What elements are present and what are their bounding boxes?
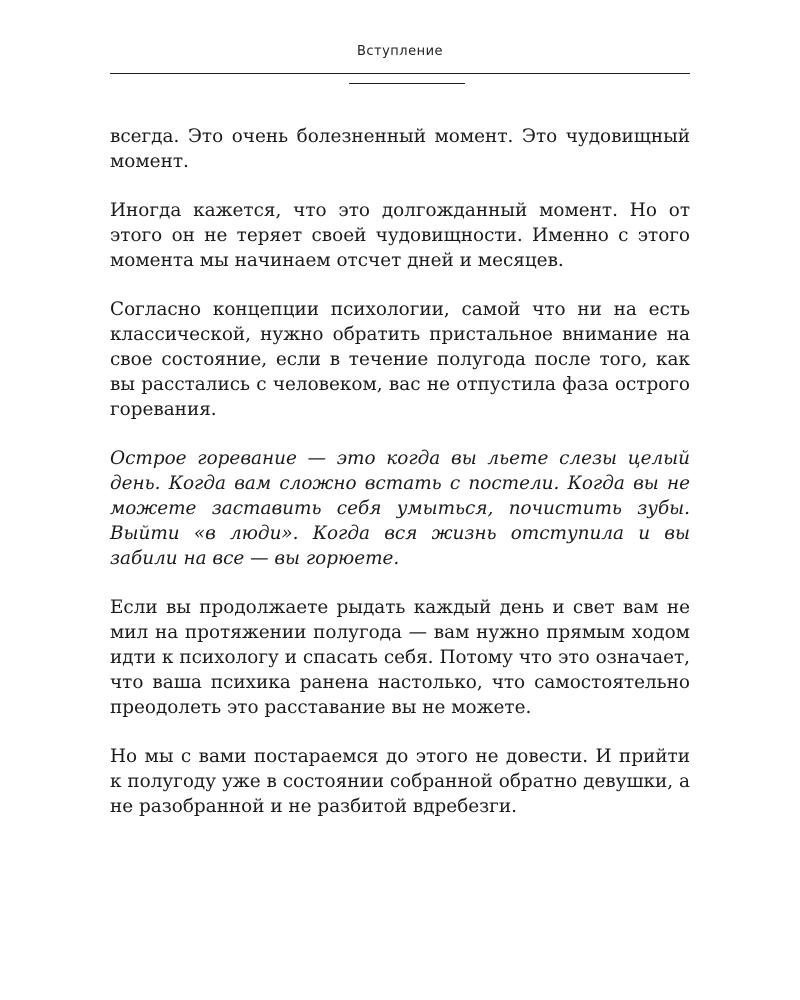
running-header: Вступление (356, 44, 444, 59)
page-body (110, 124, 690, 843)
paragraph-3: Согласно концепции психологии, самой что ни на есть классической, нужно обратить пристальное внимание на свое состояние, если в течение полугода после того, как вы расстались с человеком, вас не отпустила фаза острого горевания. (110, 299, 690, 420)
paragraph-2: Иногда кажется, что это долгожданный момент. Но от этого он не теряет своей чудовищности. Именно с этого момента мы начинаем отсчет дней и месяцев. (110, 200, 690, 271)
paragraph-5: Если вы продолжаете рыдать каждый день и свет вам не мил на протяжении полугода — вам нужно прямым ходом идти к психологу и спасать себя. Потому что это означает, что ваша психика ранена настолько, что самостоятельно преодолеть это расставание вы не можете. (110, 597, 690, 718)
header-rule-short (349, 83, 465, 84)
paragraph-6: Но мы с вами постараемся до этого не довести. И прийти к полугоду уже в состоянии собранной обратно девушки, а не разобранной и не разбитой вдребезги. (110, 746, 690, 817)
header-rule (110, 73, 690, 74)
paragraph-italic: Острое горевание — это когда вы льете слезы целый день. Когда вам сложно встать с постели. Когда вы не можете заставить себя умыться, почистить зубы. Выйти «в люди». Когда вся жизнь отступила и вы забили на все — вы горюете. (110, 448, 690, 569)
paragraph-1: всегда. Это очень болезненный момент. Это чудовищный момент. (110, 126, 690, 172)
